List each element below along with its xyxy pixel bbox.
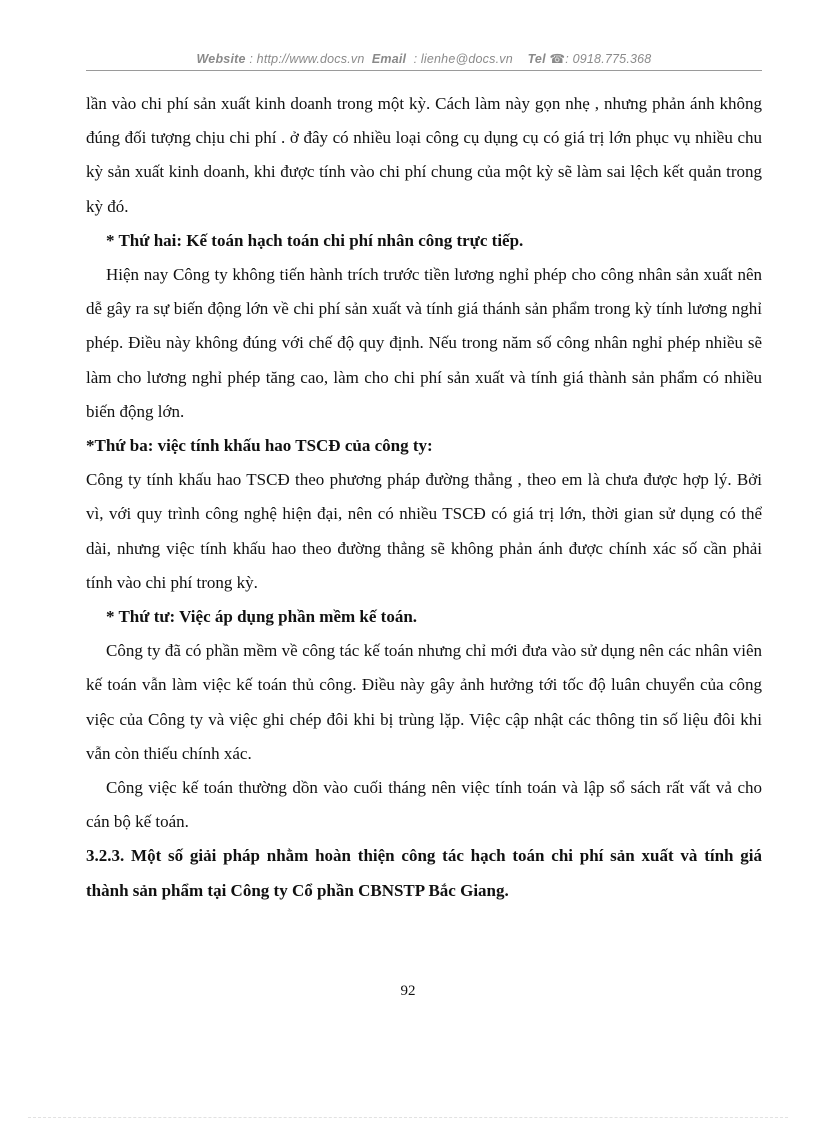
website-label: Website bbox=[196, 52, 246, 66]
phone-icon: ☎ bbox=[549, 52, 566, 66]
email-value: : lienhe@docs.vn bbox=[413, 52, 513, 66]
paragraph-5: Công việc kế toán thường dồn vào cuối tháng nên việc tính toán và lập sổ sách rất vất vả cho cán bộ kế toán. bbox=[86, 778, 762, 832]
paragraph-1: lần vào chi phí sản xuất kinh doanh trong một kỳ. Cách làm này gọn nhẹ , nhưng phản ánh không đúng đối tượng chịu chi phí . ở đây có nhiều loại công cụ dụng cụ có giá trị lớn phục vụ nhiều chu kỳ sản xuất kinh doanh, khi được tính vào chi phí chung của một kỳ sẽ làm sai lệch kết quản trong kỳ đó. bbox=[86, 94, 762, 216]
heading-thu-hai: * Thứ hai: Kế toán hạch toán chi phí nhân công trực tiếp. bbox=[106, 230, 524, 250]
heading-thu-ba: *Thứ ba: việc tính khấu hao TSCĐ của công ty: bbox=[86, 436, 433, 456]
paragraph-2: Hiện nay Công ty không tiến hành trích trước tiền lương nghỉ phép cho công nhân sản xuất nên dễ gây ra sự biến động lớn về chi phí sản xuất và tính giá thánh sản phẩm trong kỳ tính lương nghỉ phép. Điều này không đúng với chế độ quy định. Nếu trong năm số công nhân nghỉ phép nhiều sẽ làm cho lương nghỉ phép tăng cao, làm cho chi phí sản xuất và tính giá thành sản phẩm có nhiều biến động lớn. bbox=[86, 265, 762, 421]
email-label: Email bbox=[371, 52, 407, 66]
page-bottom-divider bbox=[28, 1117, 788, 1118]
tel-value: : 0918.775.368 bbox=[565, 52, 652, 66]
page-header bbox=[86, 51, 762, 66]
website-value: : http://www.docs.vn bbox=[249, 52, 365, 66]
header-divider bbox=[86, 70, 762, 71]
heading-thu-tu: * Thứ tư: Việc áp dụng phần mềm kế toán. bbox=[106, 607, 418, 627]
section-heading: 3.2.3. Một số giải pháp nhằm hoàn thiện công tác hạch toán chi phí sản xuất và tính giá thành sản phẩm tại Công ty Cổ phần CBNSTP Bắc Giang. bbox=[86, 846, 762, 900]
paragraph-3: Công ty tính khấu hao TSCĐ theo phương pháp đường thẳng , theo em là chưa được hợp lý. Bởi vì, với quy trình công nghệ hiện đại, nên có nhiều TSCĐ có giá trị lớn, thời gian sử dụng có thể dài, nhưng việc tính khấu hao theo đường thẳng sẽ không phản ánh được chính xác số cần phải tính vào chi phí trong kỳ. bbox=[86, 470, 762, 592]
paragraph-4: Công ty đã có phần mềm về công tác kế toán nhưng chỉ mới đưa vào sử dụng nên các nhân viên kế toán vẫn làm việc kế toán thủ công. Điều này gây ảnh hưởng tới tốc độ luân chuyển của công việc của Công ty và việc ghi chép đôi khi bị trùng lặp. Việc cập nhật các thông tin số liệu đôi khi vẫn còn thiếu chính xác. bbox=[86, 641, 762, 763]
document-body bbox=[86, 87, 762, 908]
page-number: 92 bbox=[400, 983, 416, 999]
tel-label: Tel bbox=[527, 52, 546, 66]
